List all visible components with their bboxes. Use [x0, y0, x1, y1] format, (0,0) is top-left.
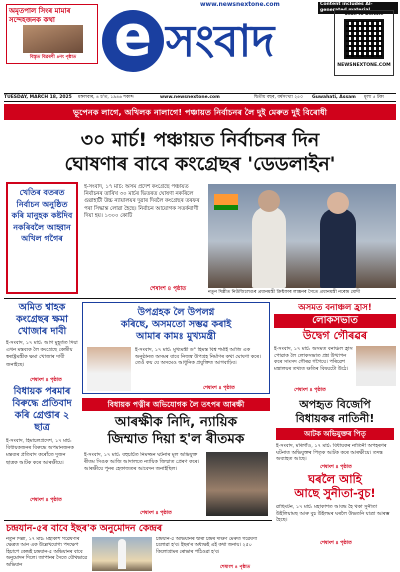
amit-body: ই-সংবাদ, ১৭ মাৰ্চ: আগ মুহূৰ্তত দিয়া এখন মন্তব্যক লৈ কংগ্ৰেছে কেন্দ্ৰীয় স্বৰাষ্ট্ৰমন্ত্ৰীক ক্ষমা খোজাৰ দাবী জনাইছে। [6, 340, 78, 368]
date-english: TUESDAY, MARCH 18, 2025 [4, 95, 72, 100]
kidnap-headline-line2[interactable]: বিধায়কৰ নাতিনী! [295, 412, 375, 425]
flag-icon [214, 194, 238, 210]
isro-headline[interactable]: চন্দ্ৰযান-৫ৰ বাবে ইছৰ'ক অনুমোদন কেন্দ্ৰৰ [6, 523, 163, 534]
qr-code-icon [344, 19, 384, 59]
right-top-frame[interactable] [274, 302, 396, 394]
teaser-box[interactable] [6, 4, 98, 64]
sunita-headline-line1[interactable]: ঘৰলৈ আহি [308, 472, 362, 486]
assam-headline-line3: আমাৰ কামঃ মুখ্যমন্ত্ৰী [136, 331, 216, 342]
forest-body: ই-সংবাদ, ১৭ মাৰ্চ: অসমত বনাঞ্চল হ্ৰাস পোৱাক লৈ লোকসভাত প্ৰশ্ন উত্থাপন কৰে সাংসদ গৌৰৱ গগৈয়ে। পৰিৱেশ মন্ত্ৰালয়ৰ তথ্যত ক্ষতিৰ বিষয়টো উঠে। [274, 346, 353, 372]
dateline-site[interactable]: www.newsnextone.com [160, 95, 220, 100]
teaser-headline: অমৃতপাল সিংৰ মামাৰ সন্দেহজনক কথা [9, 7, 71, 24]
rocket-icon [118, 539, 126, 569]
lead-body: ই-সংবাদ, ১৭ মাৰ্চ: অসম প্ৰদেশ কংগ্ৰেছে পঞ্চায়ত নিৰ্বাচনৰ তাৰিখ ৩০ মাৰ্চৰ ভিতৰত ঘোষণা নকৰিলে গুৱাহাটী উচ্চ ন্যায়ালয়ৰ দুৱাৰ দিবলৈ কংগ্ৰেছৰ তৰফৰ পৰা সিদ্ধান্ত লোৱা হৈছে। নিৰ্বাচন আয়োগক সতৰ্কবাণী দিয়া হয়। ১৩০০ কোটি [84, 184, 200, 219]
isro-body-col2: চন্দ্ৰযান-৫ অভিযানৰ দ্বাৰা চন্দ্ৰৰ দক্ষিণ মেৰুত গৱেষণা চলোৱা হ'ব। ইছৰ'ৰ অধ্যক্ষই এই কথা জনায়। ২৫০ কিলোগ্ৰামৰ ৰোভাৰ পঠিওৱা হ'ব। [156, 537, 258, 555]
logo-e-letter: e [114, 4, 152, 69]
lead-headline-line1[interactable]: ৩০ মাৰ্চ! পঞ্চায়ত নিৰ্বাচনৰ দিন [80, 129, 320, 151]
lead-see-more[interactable]: শেষাংশ ৪ পৃষ্ঠাত [150, 286, 187, 292]
sunita-body: ৱাছিংটন, ১৭ মাৰ্চ: মহাকাশত আবদ্ধ হৈ থকা সুনীতা উইলিয়ামছ আৰু বুচ উইলমৰ ঘৰলৈ উভতনি যাত্ৰা আৰম্ভ হৈছে। [276, 504, 390, 524]
kidnap-subhead: আটক অভিযুক্তৰ পিতৃ [276, 428, 394, 440]
donate-site: NEWSNEXTONE.COM [337, 63, 391, 68]
bottom-divider [4, 520, 272, 521]
ai-badge: Content includes AI-generated material [318, 2, 398, 14]
gaurav-portrait [356, 346, 396, 386]
dateline-bar [4, 93, 396, 102]
top-banner[interactable]: ভূপেনক লাগে, অখিলক নালাগে! পঞ্চায়ত নিৰ্বাচনৰ লৈ দুই মেৰুত দুই বিৰোধী [4, 104, 396, 120]
divider [4, 298, 396, 299]
assam-see-more[interactable]: শেষাংশ ৪ পৃষ্ঠাত [203, 386, 235, 391]
assam-story-frame[interactable] [82, 302, 270, 394]
teaser-caption: বিস্তৃত বিৱৰণী ৪নং পৃষ্ঠাত [29, 55, 77, 60]
left-callout-box[interactable] [6, 182, 78, 294]
person-left-icon [252, 206, 286, 288]
sunita-see-more[interactable]: শেষাংশ ৪ পৃষ্ঠাত [320, 541, 352, 546]
assam-headline-line2: কৰিছে, অসমতো সম্ভৱ কৰাই [120, 319, 232, 330]
assam-headline-line1: উপগ্ৰহক লৈ উপলগ্ন [137, 307, 215, 318]
forest-headline-line1: অসমত বনাঞ্চল হ্ৰাস! [298, 303, 372, 313]
lead-photo-caption: নতুন দিল্লীত নিউজিলেণ্ডৰ প্ৰধানমন্ত্ৰী ক্ৰিষ্টফাৰ লাক্সনৰ সৈতে প্ৰধানমন্ত্ৰী নৰেন্দ্ৰ মোদী [208, 290, 361, 295]
kidnap-see-more[interactable]: শেষাংশ ৪ পৃষ্ঠাত [320, 465, 352, 470]
mla-protest-see-more[interactable]: শেষাংশ ৪ পৃষ্ঠাত [30, 498, 62, 503]
masthead [0, 0, 400, 92]
kidnap-headline-line1[interactable]: অপহৃত বিজেপি [299, 398, 371, 411]
amit-headline[interactable]: অমিত শ্বাহক কংগ্ৰেছৰ ক্ষমা খোজাৰ দাবী [16, 302, 68, 337]
teaser-photo [23, 25, 83, 53]
person-left-head-icon [258, 190, 280, 212]
police-see-more[interactable]: শেষাংশ ৪ পৃষ্ঠাত [140, 511, 172, 516]
forest-headline-line3: উদ্বেগ গৌৰৱৰ [302, 329, 368, 342]
dateline-edition: দ্বিতীয় বছৰ, বৰ্ষসংখ্যা ২৫০ [254, 95, 303, 100]
sunita-headline-line2[interactable]: আছে সুনীতা-বুচ! [294, 486, 376, 500]
assam-body: ই-সংবাদ, ১৭ মাৰ্চ: মুখ্যমন্ত্ৰী ড° হিমন্ত বিশ্ব শৰ্মাই আজি এক অনুষ্ঠানত অসমৰ বাবে নিজস্ব উপগ্ৰহ নিৰ্মাণৰ কথা ঘোষণা কৰে। তেওঁ কয় যে অসমেও আধুনিক প্ৰযুক্তিত আগবাঢ়িব। [135, 347, 261, 367]
police-headline-line2[interactable]: জিম্মাত দিয়া হ'ল ৰীতমক [107, 431, 245, 447]
amit-see-more[interactable]: শেষাংশ ৪ পৃষ্ঠাত [30, 378, 62, 383]
person-right-icon [320, 208, 356, 288]
left-callout-headline: খেতিৰ বতৰত নিৰ্বাচন অনুষ্ঠিত কৰি মানুহক কষ্টদিব নকৰিবলৈ আহ্বান অখিল গগৈৰ [11, 188, 73, 243]
police-headline-line1[interactable]: আৰক্ষীক নিদি, ন্যায়িক [114, 414, 238, 430]
lead-headline-line2[interactable]: ঘোষণাৰ বাবে কংগ্ৰেছৰ 'ডেডলাইন' [64, 153, 336, 175]
rocket-photo [92, 537, 152, 571]
forest-headline-line2: লোকসভাত [274, 314, 396, 328]
kidnap-body: ই-সংবাদ, মৰিগাঁও, ১৭ মাৰ্চ: বিধায়কৰ নাতিনী অপহৰণৰ ঘটনাত অভিযুক্তৰ পিতৃক আটক কৰে আৰক্ষীয়ে। তদন্ত অব্যাহত আছে। [276, 443, 387, 463]
dateline-city: Guwahati, Assam [312, 95, 356, 100]
cm-portrait [87, 347, 131, 391]
donate-box[interactable] [334, 10, 394, 76]
isro-body-col1: নতুন দিল্লী, ১৭ মাৰ্চ: মহাকাশ গৱেষণাৰ ক্ষেত্ৰত আন এক উল্লেখযোগ্য পদক্ষেপ হিচাপে কেন্দ্ৰই চন্দ্ৰযান-৫ অভিযানৰ বাবে অনুমোদন দিলে। জাপানৰ সৈতে যৌথভাৱে অভিযান [6, 537, 88, 568]
website-top[interactable]: www.newsnextone.com [200, 1, 280, 8]
logo-wordmark: সংবাদ [166, 16, 275, 67]
mla-protest-headline[interactable]: বিধায়ক পৰমাৰ বিৰুদ্ধে প্ৰতিবাদ কৰি গ্ৰেপ্তাৰ ২ ছাত্ৰ [12, 386, 72, 433]
police-body: ই-সংবাদ, ১৭ মাৰ্চ: বহুচৰ্চিত নিমজ্জন ঘটনাৰ মূল অভিযুক্ত ৰীতম সিঙক আজি আদালতে ন্যায়িক জিম্মাত প্ৰেৰণ কৰে। আৰক্ষীয়ে পুনৰ হেফাজতৰ আবেদন জনাইছিল। [84, 452, 200, 472]
date-assamese: মঙ্গলবাৰ, ৪ চ'ত, ১৯৪৬ শকাব্দ [78, 95, 134, 100]
donate-label: Scan to Donate [344, 12, 384, 17]
police-photo [206, 452, 268, 516]
dateline-price: মূল্য ৫ টকা [364, 95, 384, 100]
mla-protest-body: ই-সংবাদ, হিমাচলপ্ৰদেশ, ১৭ মাৰ্চ: বিধায়কজনৰ বিৰুদ্ধে অপমানজনক মন্তব্যৰ প্ৰতিবাদ কৰোঁতে দুজন ছাত্ৰক আটক কৰে আৰক্ষীয়ে। [6, 438, 74, 466]
isro-see-more[interactable]: শেষাংশ ৪ পৃষ্ঠাত [220, 565, 251, 570]
lead-photo [208, 184, 396, 288]
forest-see-more[interactable]: শেষাংশ ৪ পৃষ্ঠাত [294, 388, 326, 393]
assembly-strip[interactable]: বিধায়ক পত্নীৰ অভিযোগক লৈ তৎপৰ আৰক্ষী [82, 398, 270, 411]
person-right-head-icon [327, 192, 349, 214]
